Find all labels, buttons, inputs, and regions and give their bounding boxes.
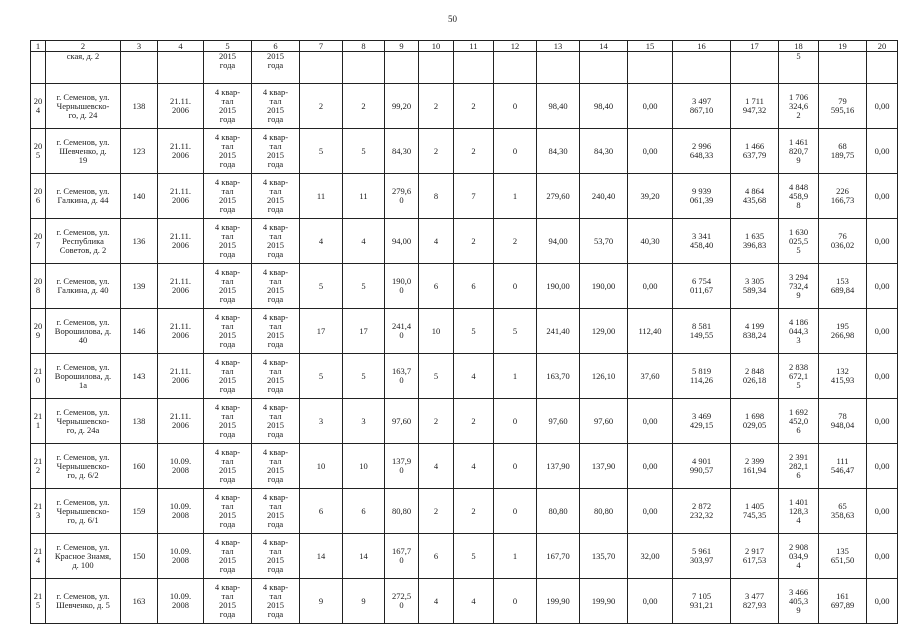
table-cell: 4 квар- тал 2015 года — [252, 84, 300, 129]
table-cell: 137,9 0 — [385, 444, 419, 489]
table-cell: г. Семенов, ул. Галкина, д. 44 — [46, 174, 121, 219]
table-row — [31, 399, 898, 444]
table-cell: 159 — [121, 489, 158, 534]
table-cell — [867, 52, 898, 84]
table-cell: 226 166,73 — [819, 174, 867, 219]
table-cell: г. Семенов, ул. Шевченко, д. 19 — [46, 129, 121, 174]
table-cell: 4 186 044,3 3 — [779, 309, 819, 354]
table-cell: 84,30 — [537, 129, 580, 174]
table-cell: 139 — [121, 264, 158, 309]
table-cell — [385, 52, 419, 84]
table-cell: 0 — [494, 84, 537, 129]
table-cell: 68 189,75 — [819, 129, 867, 174]
table-cell: 20 7 — [31, 219, 46, 264]
table-cell: 97,60 — [537, 399, 580, 444]
table-cell: 153 689,84 — [819, 264, 867, 309]
table-cell: 0,00 — [867, 264, 898, 309]
table-cell: 136 — [121, 219, 158, 264]
column-header: 18 — [779, 41, 819, 52]
column-header: 14 — [580, 41, 628, 52]
table-cell: 112,40 — [628, 309, 673, 354]
table-cell: 65 358,63 — [819, 489, 867, 534]
table-cell: 21.11. 2006 — [158, 264, 204, 309]
table-cell: г. Семенов, ул. Шевченко, д. 5 — [46, 579, 121, 624]
table-cell: г. Семенов, ул. Чернышевско- го, д. 6/2 — [46, 444, 121, 489]
table-cell: 4 квар- тал 2015 года — [204, 174, 252, 219]
table-cell: 135 651,50 — [819, 534, 867, 579]
table-cell: 4 квар- тал 2015 года — [204, 399, 252, 444]
table-cell: 240,40 — [580, 174, 628, 219]
table-cell: 0,00 — [628, 84, 673, 129]
table-cell: 1 711 947,32 — [731, 84, 779, 129]
table-cell: 2 908 034,9 4 — [779, 534, 819, 579]
table-cell: 5 — [300, 129, 343, 174]
table-cell — [537, 52, 580, 84]
table-cell: г. Семенов, ул. Ворошилова, д. 1а — [46, 354, 121, 399]
table-cell: 2 — [343, 84, 385, 129]
table-cell: 97,60 — [385, 399, 419, 444]
table-cell: 0,00 — [867, 399, 898, 444]
table-cell: 4 848 458,9 8 — [779, 174, 819, 219]
table-cell — [819, 52, 867, 84]
column-header: 8 — [343, 41, 385, 52]
table-cell: 4 — [300, 219, 343, 264]
table-cell: 0,00 — [628, 129, 673, 174]
table-cell: 3 — [343, 399, 385, 444]
table-cell: 21.11. 2006 — [158, 399, 204, 444]
table-cell: 272,5 0 — [385, 579, 419, 624]
housing-data-table — [30, 40, 898, 624]
table-cell: 167,7 0 — [385, 534, 419, 579]
table-cell: 279,6 0 — [385, 174, 419, 219]
table-cell: 78 948,04 — [819, 399, 867, 444]
table-cell: 2015 года — [252, 52, 300, 84]
table-cell: 190,0 0 — [385, 264, 419, 309]
column-header: 3 — [121, 41, 158, 52]
table-cell: 11 — [343, 174, 385, 219]
table-cell: 10.09. 2008 — [158, 444, 204, 489]
table-cell: 1 692 452,0 6 — [779, 399, 819, 444]
table-cell: 1 — [494, 534, 537, 579]
table-cell: 3 305 589,34 — [731, 264, 779, 309]
table-cell: 132 415,93 — [819, 354, 867, 399]
column-header: 19 — [819, 41, 867, 52]
column-number-row — [31, 41, 898, 52]
table-cell: 2 — [419, 129, 454, 174]
table-cell: 0,00 — [867, 84, 898, 129]
table-cell: 20 4 — [31, 84, 46, 129]
table-cell: 40,30 — [628, 219, 673, 264]
column-header: 13 — [537, 41, 580, 52]
table-cell: 8 581 149,55 — [673, 309, 731, 354]
table-cell: 111 546,47 — [819, 444, 867, 489]
table-cell: 6 — [454, 264, 494, 309]
table-cell: 163,7 0 — [385, 354, 419, 399]
table-cell: 0,00 — [628, 444, 673, 489]
table-cell: 167,70 — [537, 534, 580, 579]
table-cell: 150 — [121, 534, 158, 579]
table-cell: 137,90 — [580, 444, 628, 489]
table-cell: 129,00 — [580, 309, 628, 354]
table-cell: 4 199 838,24 — [731, 309, 779, 354]
table-cell: 21.11. 2006 — [158, 84, 204, 129]
table-cell — [673, 52, 731, 84]
table-cell: 94,00 — [385, 219, 419, 264]
column-header: 1 — [31, 41, 46, 52]
table-cell: 2 848 026,18 — [731, 354, 779, 399]
continuation-row — [31, 52, 898, 84]
table-cell: 21.11. 2006 — [158, 219, 204, 264]
table-cell: ская, д. 2 — [46, 52, 121, 84]
table-cell: 7 — [454, 174, 494, 219]
table-cell — [300, 52, 343, 84]
table-cell — [454, 52, 494, 84]
column-header: 4 — [158, 41, 204, 52]
table-cell — [628, 52, 673, 84]
table-cell: 0,00 — [867, 534, 898, 579]
table-cell: 161 697,89 — [819, 579, 867, 624]
table-cell: 0 — [494, 399, 537, 444]
table-cell: 4 квар- тал 2015 года — [252, 399, 300, 444]
table-row — [31, 489, 898, 534]
table-cell: г. Семенов, ул. Галкина, д. 40 — [46, 264, 121, 309]
table-cell: 3 294 732,4 9 — [779, 264, 819, 309]
table-cell: 137,90 — [537, 444, 580, 489]
table-cell — [31, 52, 46, 84]
table-cell: 20 8 — [31, 264, 46, 309]
table-cell: 0,00 — [628, 264, 673, 309]
table-cell: 98,40 — [537, 84, 580, 129]
table-cell: 98,40 — [580, 84, 628, 129]
table-cell: 0,00 — [867, 219, 898, 264]
table-cell: 6 754 011,67 — [673, 264, 731, 309]
table-cell: г. Семенов, ул. Чернышевско- го, д. 24а — [46, 399, 121, 444]
table-cell: 5 — [779, 52, 819, 84]
table-cell: 138 — [121, 399, 158, 444]
table-cell: 1 461 820,7 9 — [779, 129, 819, 174]
table-cell: 5 — [343, 264, 385, 309]
table-cell: 0,00 — [867, 444, 898, 489]
table-cell: 76 036,02 — [819, 219, 867, 264]
column-header: 9 — [385, 41, 419, 52]
table-cell: 10 — [419, 309, 454, 354]
table-cell: 6 — [300, 489, 343, 534]
table-cell: 5 961 303,97 — [673, 534, 731, 579]
table-cell: 0 — [494, 264, 537, 309]
table-cell: 1 466 637,79 — [731, 129, 779, 174]
table-row — [31, 174, 898, 219]
column-header: 15 — [628, 41, 673, 52]
table-cell: 146 — [121, 309, 158, 354]
table-cell: 9 — [300, 579, 343, 624]
table-cell: г. Семенов, ул. Ворошилова, д. 40 — [46, 309, 121, 354]
table-cell: 21.11. 2006 — [158, 309, 204, 354]
table-cell: 4 квар- тал 2015 года — [252, 444, 300, 489]
table-cell: 0 — [494, 579, 537, 624]
table-cell: 20 9 — [31, 309, 46, 354]
table-cell: 21 5 — [31, 579, 46, 624]
table-cell: 39,20 — [628, 174, 673, 219]
table-cell: г. Семенов, ул. Чернышевско- го, д. 24 — [46, 84, 121, 129]
column-header: 20 — [867, 41, 898, 52]
table-cell: 4 864 435,68 — [731, 174, 779, 219]
table-cell: 17 — [343, 309, 385, 354]
table-cell: 11 — [300, 174, 343, 219]
table-cell: 2 391 282,1 6 — [779, 444, 819, 489]
table-cell: 0,00 — [867, 129, 898, 174]
table-row — [31, 354, 898, 399]
table-cell: 1 635 396,83 — [731, 219, 779, 264]
table-cell: 37,60 — [628, 354, 673, 399]
table-cell: 5 — [343, 354, 385, 399]
table-cell: 20 6 — [31, 174, 46, 219]
table-cell: 2 917 617,53 — [731, 534, 779, 579]
column-header: 5 — [204, 41, 252, 52]
table-cell: 4 квар- тал 2015 года — [252, 489, 300, 534]
table-cell: 0,00 — [867, 579, 898, 624]
table-cell: 10 — [300, 444, 343, 489]
table-cell: 4 — [419, 219, 454, 264]
table-cell: 4 квар- тал 2015 года — [252, 264, 300, 309]
table-cell: 53,70 — [580, 219, 628, 264]
table-cell: 21.11. 2006 — [158, 354, 204, 399]
table-cell: 6 — [419, 264, 454, 309]
table-cell: 4 квар- тал 2015 года — [252, 534, 300, 579]
table-cell: 279,60 — [537, 174, 580, 219]
table-cell: 4 — [419, 444, 454, 489]
table-cell: 5 — [419, 354, 454, 399]
table-cell: 0,00 — [867, 354, 898, 399]
table-cell: 5 819 114,26 — [673, 354, 731, 399]
table-cell — [494, 52, 537, 84]
table-row — [31, 444, 898, 489]
column-header: 16 — [673, 41, 731, 52]
table-cell: г. Семенов, ул. Чернышевско- го, д. 6/1 — [46, 489, 121, 534]
table-cell: 3 — [300, 399, 343, 444]
table-cell: 9 — [343, 579, 385, 624]
table-cell: 140 — [121, 174, 158, 219]
table-cell: 10 — [343, 444, 385, 489]
table-cell: 94,00 — [537, 219, 580, 264]
table-cell: 7 105 931,21 — [673, 579, 731, 624]
table-cell: 2015 года — [204, 52, 252, 84]
table-cell: 2 399 161,94 — [731, 444, 779, 489]
table-cell: 2 — [419, 84, 454, 129]
table-cell: 0,00 — [867, 309, 898, 354]
table-cell: 4 квар- тал 2015 года — [204, 579, 252, 624]
table-cell: 123 — [121, 129, 158, 174]
table-cell: 10.09. 2008 — [158, 579, 204, 624]
table-cell: 97,60 — [580, 399, 628, 444]
table-cell: 80,80 — [580, 489, 628, 534]
table-cell: 4 квар- тал 2015 года — [204, 84, 252, 129]
table-cell — [158, 52, 204, 84]
table-cell: г. Семенов, ул. Республика Советов, д. 2 — [46, 219, 121, 264]
table-cell: 3 497 867,10 — [673, 84, 731, 129]
table-cell: 5 — [454, 309, 494, 354]
table-cell: 4 квар- тал 2015 года — [252, 174, 300, 219]
table-row — [31, 264, 898, 309]
table-cell: 1 706 324,6 2 — [779, 84, 819, 129]
table-cell: 6 — [419, 534, 454, 579]
column-header: 7 — [300, 41, 343, 52]
table-cell: 4 квар- тал 2015 года — [204, 309, 252, 354]
table-cell: 5 — [300, 354, 343, 399]
table-cell: 9 939 061,39 — [673, 174, 731, 219]
table-cell: 2 — [454, 399, 494, 444]
table-cell: 241,40 — [537, 309, 580, 354]
table-cell: 1 — [494, 174, 537, 219]
table-cell: 0 — [494, 444, 537, 489]
table-cell: 1 630 025,5 5 — [779, 219, 819, 264]
table-cell: 126,10 — [580, 354, 628, 399]
table-cell: 0,00 — [628, 399, 673, 444]
table-cell: 0,00 — [628, 489, 673, 534]
table-cell: 8 — [419, 174, 454, 219]
table-cell: 6 — [343, 489, 385, 534]
table-cell: 21 2 — [31, 444, 46, 489]
column-header: 11 — [454, 41, 494, 52]
table-cell: 4 квар- тал 2015 года — [204, 264, 252, 309]
table-row — [31, 309, 898, 354]
column-header: 2 — [46, 41, 121, 52]
table-cell: 21.11. 2006 — [158, 129, 204, 174]
table-cell: 4 квар- тал 2015 года — [252, 579, 300, 624]
table-cell: 3 466 405,3 9 — [779, 579, 819, 624]
table-cell: 14 — [343, 534, 385, 579]
table-cell: 1 401 128,3 4 — [779, 489, 819, 534]
table-cell — [121, 52, 158, 84]
table-cell: 21 3 — [31, 489, 46, 534]
table-cell: 4 — [454, 579, 494, 624]
table-row — [31, 129, 898, 174]
table-cell: 163 — [121, 579, 158, 624]
table-cell: 2 — [419, 399, 454, 444]
table-cell — [419, 52, 454, 84]
table-cell: 143 — [121, 354, 158, 399]
table-cell: 138 — [121, 84, 158, 129]
table-cell: 4 квар- тал 2015 года — [252, 309, 300, 354]
table-cell: 4 квар- тал 2015 года — [204, 129, 252, 174]
table-cell: 32,00 — [628, 534, 673, 579]
table-cell: 3 477 827,93 — [731, 579, 779, 624]
table-cell: 2 838 672,1 5 — [779, 354, 819, 399]
table-cell — [731, 52, 779, 84]
table-cell: 199,90 — [580, 579, 628, 624]
column-header: 10 — [419, 41, 454, 52]
table-cell: 195 266,98 — [819, 309, 867, 354]
table-cell: 1 — [494, 354, 537, 399]
table-cell: 4 квар- тал 2015 года — [252, 219, 300, 264]
table-cell: 0 — [494, 489, 537, 534]
table-cell: 4 — [419, 579, 454, 624]
table-cell: 20 5 — [31, 129, 46, 174]
table-cell: 135,70 — [580, 534, 628, 579]
table-cell: 5 — [454, 534, 494, 579]
table-cell: 4 квар- тал 2015 года — [252, 129, 300, 174]
table-cell: 2 — [454, 129, 494, 174]
table-cell: 163,70 — [537, 354, 580, 399]
column-header: 6 — [252, 41, 300, 52]
table-cell: 2 — [494, 219, 537, 264]
table-cell: 80,80 — [385, 489, 419, 534]
table-cell: 4 — [343, 219, 385, 264]
table-row — [31, 84, 898, 129]
table-cell: 0,00 — [628, 579, 673, 624]
table-cell: 4 квар- тал 2015 года — [204, 489, 252, 534]
table-row — [31, 534, 898, 579]
table-cell: 0,00 — [867, 174, 898, 219]
table-cell: 199,90 — [537, 579, 580, 624]
table-cell: 2 — [300, 84, 343, 129]
table-cell: 84,30 — [580, 129, 628, 174]
table-cell: 21 4 — [31, 534, 46, 579]
table-cell: 10.09. 2008 — [158, 534, 204, 579]
table-cell: 4 квар- тал 2015 года — [252, 354, 300, 399]
table-cell: 3 469 429,15 — [673, 399, 731, 444]
table-cell: 99,20 — [385, 84, 419, 129]
table-cell: 241,4 0 — [385, 309, 419, 354]
table-cell: 1 698 029,05 — [731, 399, 779, 444]
table-cell: 79 595,16 — [819, 84, 867, 129]
table-cell: 3 341 458,40 — [673, 219, 731, 264]
table-cell: 190,00 — [580, 264, 628, 309]
table-cell: 2 — [454, 84, 494, 129]
table-cell: 4 квар- тал 2015 года — [204, 219, 252, 264]
table-cell: 17 — [300, 309, 343, 354]
table-cell: 5 — [494, 309, 537, 354]
table-cell: 2 996 648,33 — [673, 129, 731, 174]
table-cell: 4 901 990,57 — [673, 444, 731, 489]
table-cell: 4 квар- тал 2015 года — [204, 534, 252, 579]
column-header: 12 — [494, 41, 537, 52]
table-cell — [580, 52, 628, 84]
table-cell: 2 — [454, 489, 494, 534]
table-cell: 2 872 232,32 — [673, 489, 731, 534]
table-cell: 4 — [454, 444, 494, 489]
table-cell: 14 — [300, 534, 343, 579]
table-cell — [343, 52, 385, 84]
table-cell: 4 квар- тал 2015 года — [204, 444, 252, 489]
table-row — [31, 219, 898, 264]
column-header: 17 — [731, 41, 779, 52]
table-row — [31, 579, 898, 624]
table-cell: 5 — [343, 129, 385, 174]
table-cell: 190,00 — [537, 264, 580, 309]
table-cell: 2 — [419, 489, 454, 534]
table-cell: 4 — [454, 354, 494, 399]
table-cell: 5 — [300, 264, 343, 309]
table-cell: 2 — [454, 219, 494, 264]
table-cell: 1 405 745,35 — [731, 489, 779, 534]
table-cell: 0 — [494, 129, 537, 174]
table-cell: 4 квар- тал 2015 года — [204, 354, 252, 399]
table-cell: 21.11. 2006 — [158, 174, 204, 219]
table-cell: 10.09. 2008 — [158, 489, 204, 534]
table-cell: 0,00 — [867, 489, 898, 534]
table-cell: 80,80 — [537, 489, 580, 534]
table-cell: г. Семенов, ул. Красное Знамя, д. 100 — [46, 534, 121, 579]
table-cell: 21 1 — [31, 399, 46, 444]
table-cell: 160 — [121, 444, 158, 489]
page-number: 50 — [448, 14, 457, 24]
table-cell: 84,30 — [385, 129, 419, 174]
table-cell: 21 0 — [31, 354, 46, 399]
